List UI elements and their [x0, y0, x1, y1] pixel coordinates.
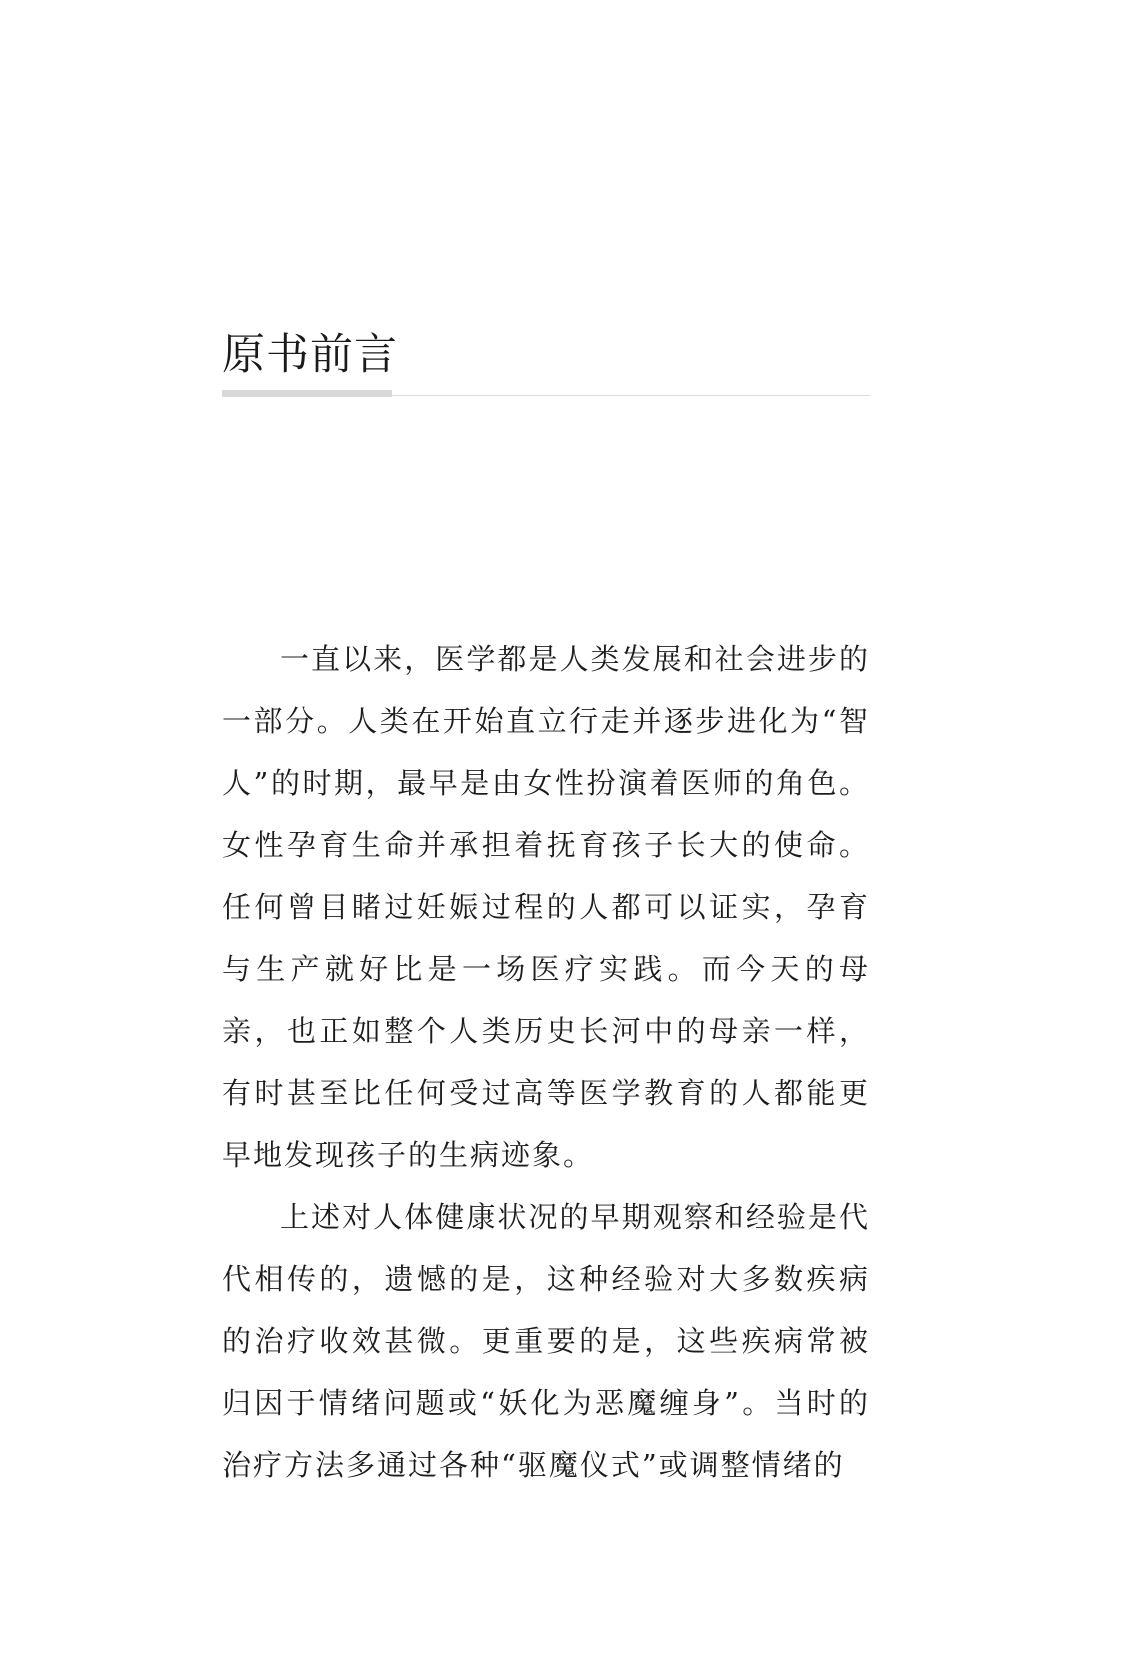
title-underline: [222, 390, 870, 397]
paragraph-1: 一直以来，医学都是人类发展和社会进步的一部分。人类在开始直立行走并逐步进化为“智人”的时期，最早是由女性扮演着医师的角色。女性孕育生命并承担着抚育孩子长大的使命。任何曾目睹过妊娠过程的人都可以证实，孕育与生产就好比是一场医疗实践。而今天的母亲，也正如整个人类历史长河中的母亲一样，有时甚至比任何受过高等医学教育的人都能更早地发现孩子的生病迹象。: [222, 642, 870, 1172]
paragraph-2: 上述对人体健康状况的早期观察和经验是代代相传的，遗憾的是，这种经验对大多数疾病的治疗收效甚微。更重要的是，这些疾病常被归因于情绪问题或“妖化为恶魔缠身”。当时的治疗方法多通过各种“驱魔仪式”或调整情绪的: [222, 1200, 870, 1482]
title-underline-line: [222, 395, 870, 396]
page-title: 原书前言: [222, 330, 398, 380]
heading-block: [222, 326, 870, 397]
body-text: [222, 628, 870, 1496]
